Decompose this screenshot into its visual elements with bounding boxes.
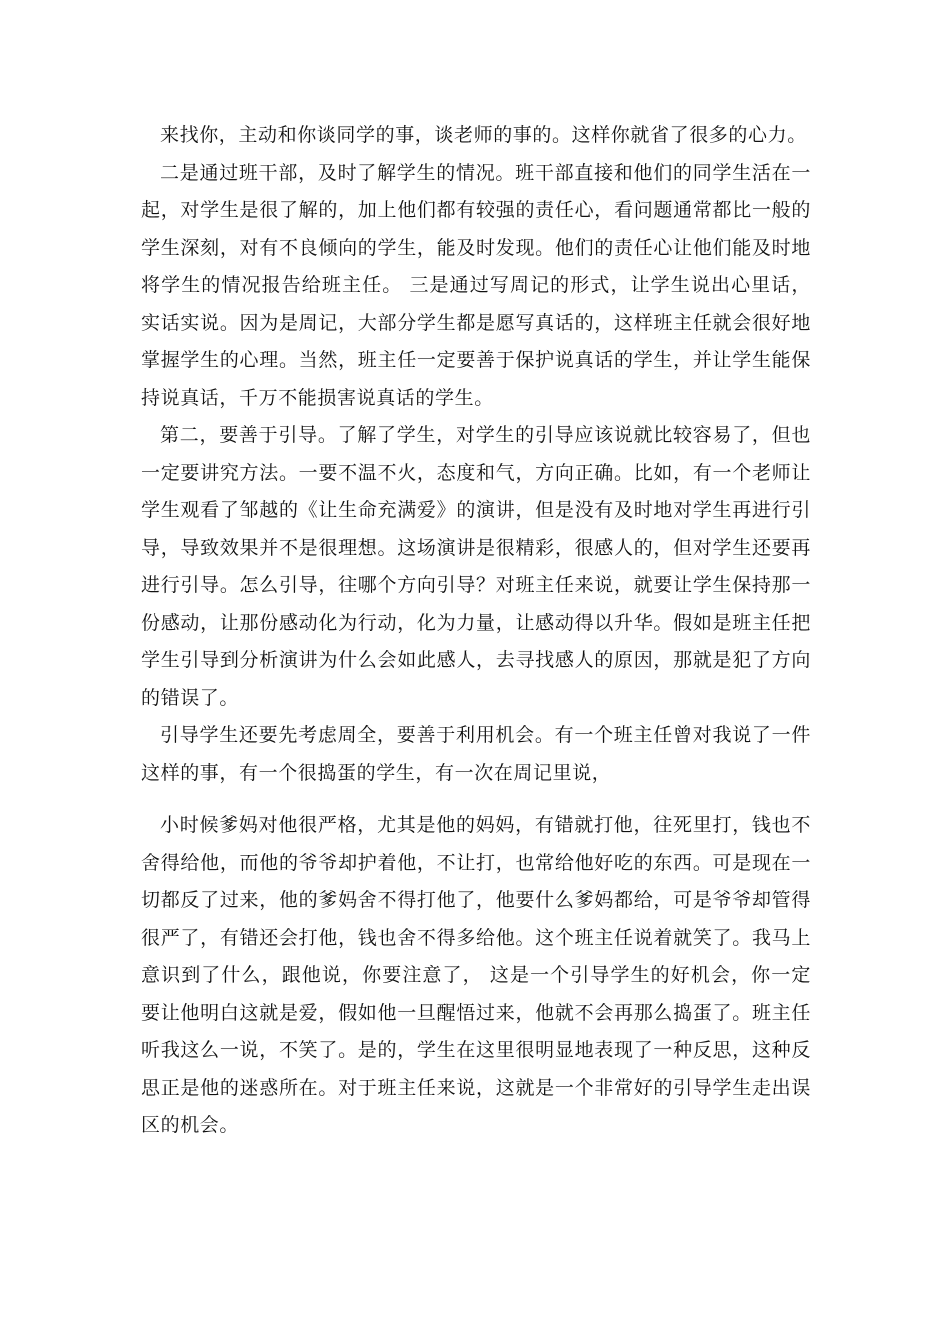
paragraph: 小时候爹妈对他很严格，尤其是他的妈妈，有错就打他，往死里打，钱也不舍得给他，而他的爷爷却护着他，不让打，也常给他好吃的东西。可是现在一切都反了过来，他的爹妈舍不得打他了，他要什么爹妈都给，可是爷爷却管得很严了，有错还会打他，钱也舍不得多给他。这个班主任说着就笑了。我马上意识到了什么，跟他说，你要注意了， 这是一个引导学生的好机会，你一定要让他明白这就是爱，假如他一旦醒悟过来，他就不会再那么捣蛋了。班主任听我这么一说，不笑了。是的，学生在这里很明显地表现了一种反思，这种反思正是他的迷惑所在。对于班主任来说，这就是一个非常好的引导学生走出误区的机会。 bbox=[141, 814, 811, 1136]
paragraph: 引导学生还要先考虑周全，要善于利用机会。有一个班主任曾对我说了一件这样的事，有一个很捣蛋的学生，有一次在周记里说， bbox=[141, 724, 811, 784]
text-section-1 bbox=[141, 117, 811, 792]
paragraph: 来找你，主动和你谈同学的事，谈老师的事的。这样你就省了很多的心力。 bbox=[160, 124, 807, 146]
text-section-2 bbox=[141, 807, 811, 1145]
paragraph: 第二，要善于引导。了解了学生，对学生的引导应该说就比较容易了，但也一定要讲究方法。一要不温不火，态度和气，方向正确。比如，有一个老师让学生观看了邹越的《让生命充满爱》的演讲，但是没有及时地对学生再进行引导，导致效果并不是很理想。这场演讲是很精彩，很感人的，但对学生还要再进行引导。怎么引导，往哪个方向引导？对班主任来说，就要让学生保持那一份感动，让那份感动化为行动，化为力量，让感动得以升华。假如是班主任把学生引导到分析演讲为什么会如此感人，去寻找感人的原因，那就是犯了方向的错误了。 bbox=[141, 424, 811, 709]
paragraph: 二是通过班干部，及时了解学生的情况。班干部直接和他们的同学生活在一起，对学生是很了解的，加上他们都有较强的责任心，看问题通常都比一般的学生深刻，对有不良倾向的学生，能及时发现。他们的责任心让他们能及时地将学生的情况报告给班主任。 三是通过写周记的形式，让学生说出心里话，实话实说。因为是周记，大部分学生都是愿写真话的，这样班主任就会很好地掌握学生的心理。当然，班主任一定要善于保护说真话的学生，并让学生能保持说真话，千万不能损害说真话的学生。 bbox=[141, 161, 811, 409]
